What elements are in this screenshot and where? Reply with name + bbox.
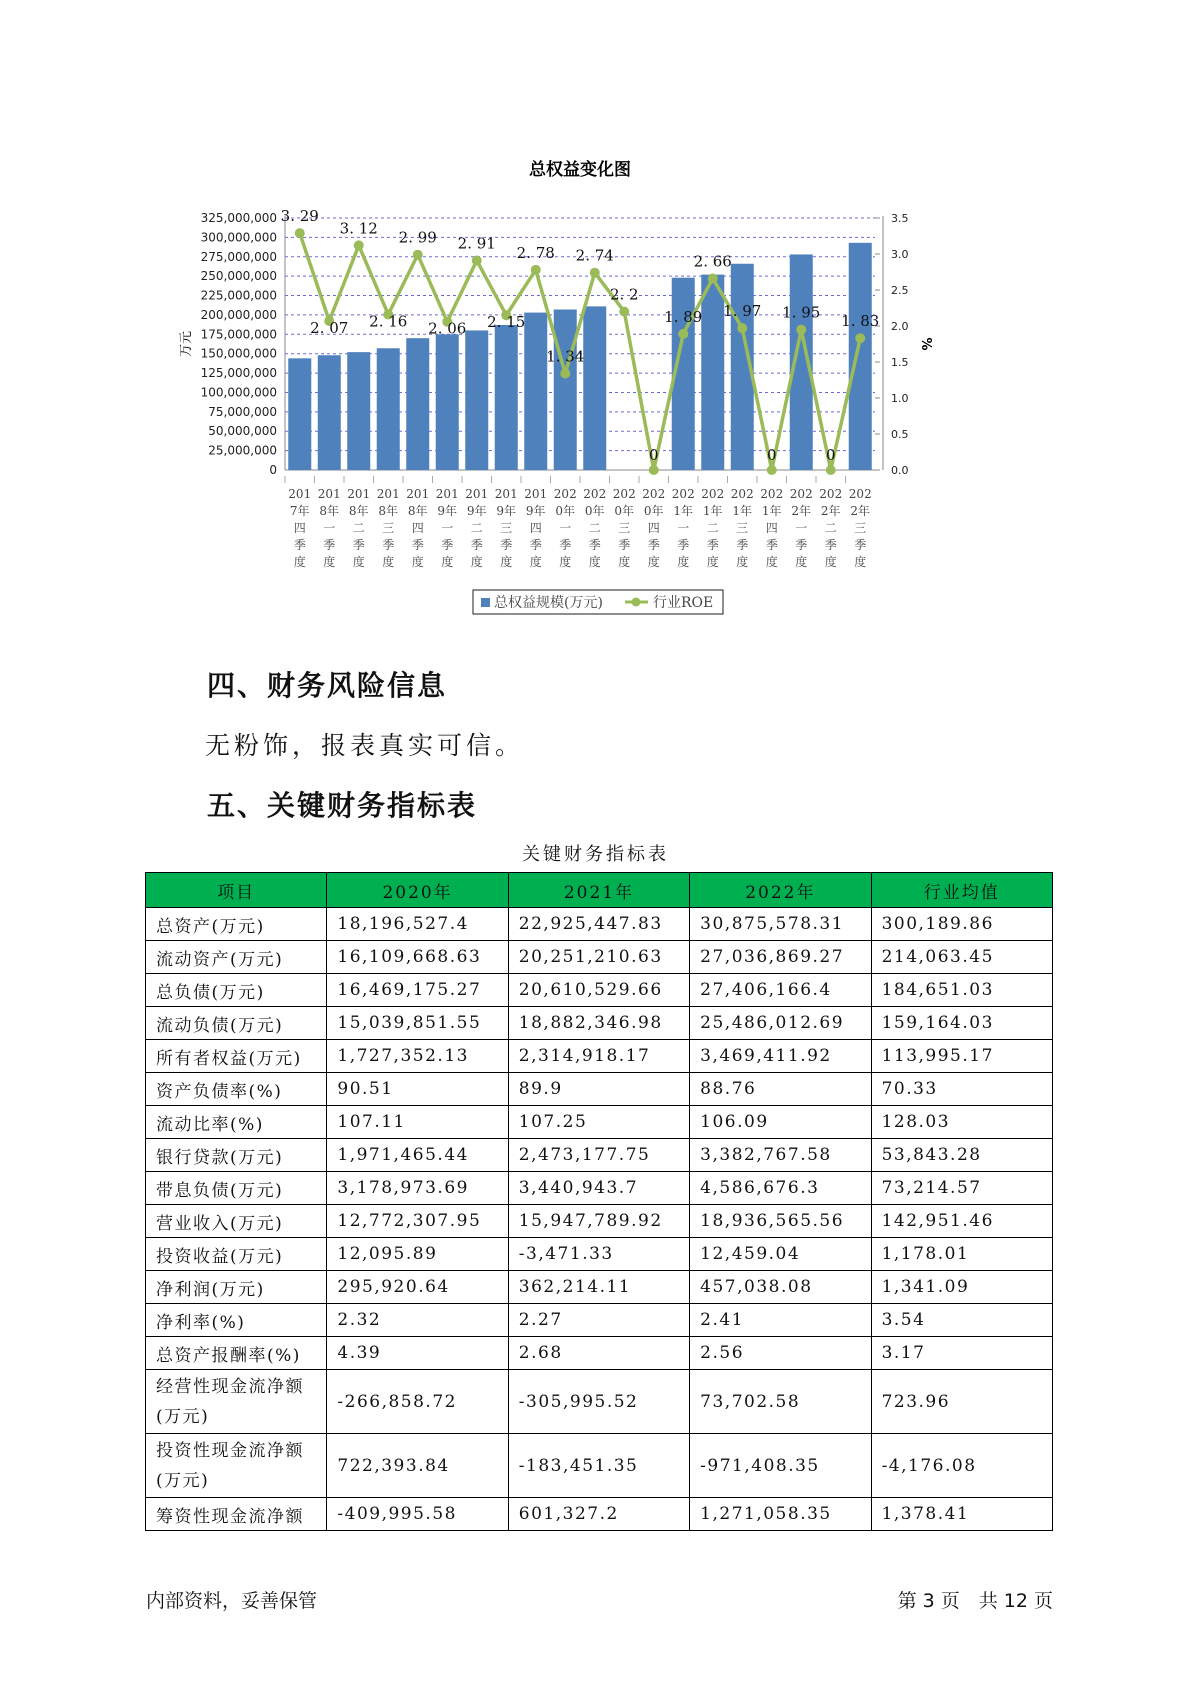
table-cell: -183,451.35: [508, 1434, 689, 1498]
x-tick-label: 1年: [732, 504, 753, 518]
bar: [436, 334, 459, 470]
roe-data-label: 1. 95: [782, 303, 821, 322]
y-right-tick-label: 0.0: [891, 464, 909, 477]
x-tick-label: 202: [760, 487, 784, 501]
x-tick-label: 季: [323, 538, 336, 552]
table-cell: 73,214.57: [871, 1172, 1052, 1205]
roe-data-label: 2. 78: [516, 243, 555, 262]
table-row: [146, 1434, 1053, 1498]
table-cell: 214,063.45: [871, 941, 1052, 974]
roe-point: [767, 465, 777, 475]
table-header-row: [146, 873, 1053, 908]
table-header-cell: 行业均值: [871, 873, 1052, 908]
x-tick-label: 202: [583, 487, 607, 501]
risk-text: 无粉饰，报表真实可信。: [205, 731, 525, 760]
x-tick-label: 季: [411, 538, 424, 552]
x-tick-label: 度: [854, 555, 867, 569]
x-tick-label: 1年: [702, 504, 723, 518]
x-tick-label: 8年: [407, 504, 428, 518]
row-label: 总资产(万元): [146, 908, 327, 941]
x-tick-label: 1年: [673, 504, 694, 518]
legend-bar-swatch: [481, 598, 490, 607]
roe-point: [708, 273, 718, 283]
x-tick-label: 季: [706, 538, 719, 552]
x-tick-label: 季: [647, 538, 660, 552]
table-cell: 18,196,527.4: [327, 908, 508, 941]
x-tick-label: 二: [588, 521, 601, 535]
chart-title: 总权益变化图: [529, 160, 631, 180]
x-tick-label: 1年: [761, 504, 782, 518]
y-left-tick-label: 125,000,000: [200, 366, 277, 381]
x-tick-label: 季: [500, 538, 513, 552]
y-right-tick-label: 1.0: [891, 392, 909, 405]
x-tick-label: 202: [642, 487, 666, 501]
x-tick-label: 201: [347, 487, 371, 501]
table-cell: -971,408.35: [690, 1434, 871, 1498]
y-left-tick-label: 150,000,000: [200, 346, 277, 361]
x-tick-label: 季: [765, 538, 778, 552]
x-tick-label: 8年: [378, 504, 399, 518]
bar: [554, 309, 577, 470]
bar: [849, 243, 872, 470]
x-tick-label: 度: [706, 555, 719, 569]
table-row: [146, 941, 1053, 974]
table-cell: 2.27: [508, 1304, 689, 1337]
x-tick-label: 三: [618, 521, 631, 535]
table-cell: 3,440,943.7: [508, 1172, 689, 1205]
risk-heading: 四、财务风险信息: [207, 669, 448, 702]
table-cell: 457,038.08: [690, 1271, 871, 1304]
row-label: 流动负债(万元): [146, 1007, 327, 1040]
table-cell: 53,843.28: [871, 1139, 1052, 1172]
x-tick-label: 度: [293, 555, 306, 569]
table-cell: 16,469,175.27: [327, 974, 508, 1007]
table-cell: 16,109,668.63: [327, 941, 508, 974]
x-tick-label: 7年: [289, 504, 310, 518]
x-tick-label: 201: [376, 487, 400, 501]
x-tick-label: 二: [824, 521, 837, 535]
x-tick-label: 8年: [348, 504, 369, 518]
table-cell: 1,341.09: [871, 1271, 1052, 1304]
row-label: 投资性现金流净额(万元): [146, 1434, 327, 1498]
x-tick-label: 9年: [437, 504, 458, 518]
roe-point: [413, 250, 423, 260]
table-cell: 18,936,565.56: [690, 1205, 871, 1238]
x-tick-label: 201: [524, 487, 548, 501]
x-tick-label: 0年: [614, 504, 635, 518]
table-cell: 159,164.03: [871, 1007, 1052, 1040]
row-label: 总资产报酬率(%): [146, 1337, 327, 1370]
x-tick-label: 三: [736, 521, 749, 535]
table-cell: -409,995.58: [327, 1498, 508, 1531]
y-right-tick-label: 2.5: [891, 284, 909, 297]
x-tick-label: 四: [411, 521, 424, 535]
x-tick-label: 度: [441, 555, 454, 569]
kpi-table: [145, 872, 1053, 1531]
table-cell: 90.51: [327, 1073, 508, 1106]
table-cell: 106.09: [690, 1106, 871, 1139]
roe-data-label: 2. 06: [428, 319, 467, 338]
roe-point: [590, 268, 600, 278]
x-tick-label: 一: [441, 521, 454, 535]
y-right-tick-label: 3.5: [891, 212, 909, 225]
x-tick-label: 201: [288, 487, 312, 501]
x-tick-label: 8年: [319, 504, 340, 518]
equity-chart-svg: [160, 150, 1060, 630]
roe-point: [796, 325, 806, 335]
table-cell: 3.54: [871, 1304, 1052, 1337]
y-left-axis-label: 万元: [179, 330, 194, 358]
row-label: 投资收益(万元): [146, 1238, 327, 1271]
y-right-tick-label: 2.0: [891, 320, 909, 333]
roe-data-label: 2. 91: [457, 234, 496, 253]
x-tick-label: 四: [765, 521, 778, 535]
table-cell: -3,471.33: [508, 1238, 689, 1271]
x-tick-label: 三: [500, 521, 513, 535]
roe-point: [737, 323, 747, 333]
table-cell: 1,971,465.44: [327, 1139, 508, 1172]
x-tick-label: 度: [500, 555, 513, 569]
roe-point: [678, 329, 688, 339]
x-tick-label: 202: [553, 487, 577, 501]
x-tick-label: 0年: [555, 504, 576, 518]
bar: [465, 330, 488, 470]
table-cell: 113,995.17: [871, 1040, 1052, 1073]
table-cell: 88.76: [690, 1073, 871, 1106]
y-left-tick-label: 50,000,000: [208, 424, 277, 439]
table-cell: -266,858.72: [327, 1370, 508, 1434]
row-label: 流动比率(%): [146, 1106, 327, 1139]
table-row: [146, 1073, 1053, 1106]
roe-data-label: 2. 15: [487, 313, 526, 332]
x-tick-label: 9年: [466, 504, 487, 518]
x-tick-label: 三: [382, 521, 395, 535]
row-label: 筹资性现金流净额: [146, 1498, 327, 1531]
table-row: [146, 1172, 1053, 1205]
x-tick-label: 二: [352, 521, 365, 535]
x-tick-label: 202: [730, 487, 754, 501]
table-cell: 1,378.41: [871, 1498, 1052, 1531]
x-tick-label: 201: [494, 487, 518, 501]
x-tick-label: 度: [411, 555, 424, 569]
table-cell: 300,189.86: [871, 908, 1052, 941]
x-tick-label: 季: [441, 538, 454, 552]
y-left-tick-label: 325,000,000: [200, 211, 277, 225]
row-label: 净利率(%): [146, 1304, 327, 1337]
x-tick-label: 季: [382, 538, 395, 552]
x-tick-label: 9年: [496, 504, 517, 518]
table-row: [146, 1205, 1053, 1238]
table-row: [146, 1304, 1053, 1337]
table-cell: 25,486,012.69: [690, 1007, 871, 1040]
x-tick-label: 度: [529, 555, 542, 569]
table-cell: 30,875,578.31: [690, 908, 871, 941]
x-tick-label: 二: [706, 521, 719, 535]
roe-point: [855, 333, 865, 343]
roe-data-label: 3. 12: [339, 219, 378, 238]
table-cell: 1,178.01: [871, 1238, 1052, 1271]
x-tick-label: 度: [795, 555, 808, 569]
table-row: [146, 1040, 1053, 1073]
x-tick-label: 度: [352, 555, 365, 569]
bar: [347, 352, 370, 470]
x-tick-label: 季: [854, 538, 867, 552]
y-left-tick-label: 175,000,000: [200, 327, 277, 342]
table-row: [146, 1370, 1053, 1434]
roe-data-label: 0: [648, 446, 659, 464]
table-row: [146, 1238, 1053, 1271]
bar: [583, 306, 606, 470]
x-tick-label: 2年: [850, 504, 871, 518]
table-cell: 3,382,767.58: [690, 1139, 871, 1172]
x-tick-label: 度: [765, 555, 778, 569]
y-left-tick-label: 0: [269, 463, 277, 477]
page-number: 第 3 页 共 12 页: [897, 1590, 1053, 1612]
legend-bar-label: 总权益规模(万元): [494, 595, 603, 611]
table-cell: 12,095.89: [327, 1238, 508, 1271]
table-cell: 18,882,346.98: [508, 1007, 689, 1040]
x-tick-label: 四: [529, 521, 542, 535]
y-left-tick-label: 75,000,000: [208, 404, 277, 419]
bar: [288, 358, 311, 470]
table-cell: 20,610,529.66: [508, 974, 689, 1007]
roe-data-label: 1. 97: [723, 302, 762, 321]
x-tick-label: 202: [671, 487, 695, 501]
table-cell: 1,271,058.35: [690, 1498, 871, 1531]
bar: [406, 338, 429, 470]
table-cell: 15,039,851.55: [327, 1007, 508, 1040]
table-cell: 3,178,973.69: [327, 1172, 508, 1205]
table-cell: 2.32: [327, 1304, 508, 1337]
table-cell: 2.56: [690, 1337, 871, 1370]
x-tick-label: 度: [618, 555, 631, 569]
x-tick-label: 201: [317, 487, 341, 501]
table-cell: 295,920.64: [327, 1271, 508, 1304]
roe-point: [295, 228, 305, 238]
table-cell: -305,995.52: [508, 1370, 689, 1434]
x-tick-label: 一: [677, 521, 690, 535]
x-tick-label: 201: [435, 487, 459, 501]
table-row: [146, 1337, 1053, 1370]
table-caption: 关键财务指标表: [522, 844, 669, 865]
roe-data-label: 2. 2: [609, 285, 639, 304]
table-cell: 4.39: [327, 1337, 508, 1370]
x-tick-label: 9年: [525, 504, 546, 518]
table-cell: 73,702.58: [690, 1370, 871, 1434]
x-tick-label: 季: [677, 538, 690, 552]
legend-line-label: 行业ROE: [653, 595, 714, 611]
table-cell: 184,651.03: [871, 974, 1052, 1007]
x-tick-label: 度: [559, 555, 572, 569]
x-tick-label: 度: [736, 555, 749, 569]
row-label: 经营性现金流净额(万元): [146, 1370, 327, 1434]
y-right-tick-label: 3.0: [891, 248, 909, 261]
x-tick-label: 季: [559, 538, 572, 552]
x-tick-label: 度: [382, 555, 395, 569]
x-tick-label: 202: [848, 487, 872, 501]
roe-data-label: 1. 34: [546, 347, 585, 366]
roe-point: [560, 369, 570, 379]
x-tick-label: 季: [293, 538, 306, 552]
x-tick-label: 一: [559, 521, 572, 535]
table-cell: 20,251,210.63: [508, 941, 689, 974]
table-row: [146, 1106, 1053, 1139]
table-cell: 70.33: [871, 1073, 1052, 1106]
table-cell: 723.96: [871, 1370, 1052, 1434]
row-label: 资产负债率(%): [146, 1073, 327, 1106]
x-tick-label: 度: [677, 555, 690, 569]
bar: [495, 325, 518, 470]
table-row: [146, 1007, 1053, 1040]
table-cell: 27,036,869.27: [690, 941, 871, 974]
table-cell: 4,586,676.3: [690, 1172, 871, 1205]
table-row: [146, 1139, 1053, 1172]
x-tick-label: 2年: [820, 504, 841, 518]
bar: [524, 313, 547, 470]
x-tick-label: 0年: [643, 504, 664, 518]
roe-data-label: 0: [766, 446, 777, 464]
x-tick-label: 季: [470, 538, 483, 552]
x-tick-label: 度: [470, 555, 483, 569]
table-header-cell: 2021年: [508, 873, 689, 908]
table-cell: 27,406,166.4: [690, 974, 871, 1007]
table-cell: 2.41: [690, 1304, 871, 1337]
roe-data-label: 2. 99: [398, 228, 437, 247]
y-right-tick-label: 1.5: [891, 356, 909, 369]
table-header-cell: 2022年: [690, 873, 871, 908]
row-label: 所有者权益(万元): [146, 1040, 327, 1073]
table-cell: 12,459.04: [690, 1238, 871, 1271]
bar: [318, 355, 341, 470]
row-label: 带息负债(万元): [146, 1172, 327, 1205]
x-tick-label: 0年: [584, 504, 605, 518]
row-label: 总负债(万元): [146, 974, 327, 1007]
x-tick-label: 一: [323, 521, 336, 535]
x-tick-label: 度: [824, 555, 837, 569]
kpi-heading: 五、关键财务指标表: [207, 789, 478, 822]
table-row: [146, 1271, 1053, 1304]
bar: [701, 275, 724, 470]
x-tick-label: 201: [465, 487, 489, 501]
table-cell: 89.9: [508, 1073, 689, 1106]
roe-data-label: 3. 29: [280, 207, 319, 226]
y-left-tick-label: 225,000,000: [200, 288, 277, 303]
roe-data-label: 2. 66: [693, 252, 732, 271]
table-cell: 128.03: [871, 1106, 1052, 1139]
roe-data-label: 1. 89: [664, 307, 703, 326]
table-cell: 12,772,307.95: [327, 1205, 508, 1238]
row-label: 净利润(万元): [146, 1271, 327, 1304]
roe-point: [354, 240, 364, 250]
x-tick-label: 季: [736, 538, 749, 552]
table-cell: 3,469,411.92: [690, 1040, 871, 1073]
x-tick-label: 度: [588, 555, 601, 569]
x-tick-label: 季: [618, 538, 631, 552]
table-cell: -4,176.08: [871, 1434, 1052, 1498]
y-left-tick-label: 300,000,000: [200, 230, 277, 245]
roe-data-label: 0: [825, 446, 836, 464]
x-tick-label: 202: [819, 487, 843, 501]
roe-point: [619, 307, 629, 317]
table-cell: 601,327.2: [508, 1498, 689, 1531]
x-tick-label: 一: [795, 521, 808, 535]
table-cell: 2,473,177.75: [508, 1139, 689, 1172]
table-row: [146, 974, 1053, 1007]
table-cell: 107.25: [508, 1106, 689, 1139]
y-left-tick-label: 25,000,000: [208, 443, 277, 458]
roe-data-label: 2. 74: [575, 246, 614, 265]
table-cell: 2,314,918.17: [508, 1040, 689, 1073]
x-tick-label: 201: [406, 487, 430, 501]
table-cell: 362,214.11: [508, 1271, 689, 1304]
y-right-axis-label: %: [918, 337, 933, 351]
footer-note: 内部资料，妥善保管: [146, 1590, 318, 1612]
table-cell: 107.11: [327, 1106, 508, 1139]
x-tick-label: 202: [789, 487, 813, 501]
x-tick-label: 202: [612, 487, 636, 501]
x-tick-label: 季: [824, 538, 837, 552]
table-cell: 3.17: [871, 1337, 1052, 1370]
x-tick-label: 2年: [791, 504, 812, 518]
y-right-tick-label: 0.5: [891, 428, 909, 441]
table-header-cell: 2020年: [327, 873, 508, 908]
row-label: 银行贷款(万元): [146, 1139, 327, 1172]
table-cell: 1,727,352.13: [327, 1040, 508, 1073]
table-cell: 22,925,447.83: [508, 908, 689, 941]
table-header-cell: 项目: [146, 873, 327, 908]
legend-line-marker: [632, 598, 641, 607]
roe-data-label: 1. 83: [841, 312, 880, 331]
roe-point: [472, 255, 482, 265]
x-tick-label: 三: [854, 521, 867, 535]
row-label: 流动资产(万元): [146, 941, 327, 974]
table-row: [146, 1498, 1053, 1531]
x-tick-label: 度: [323, 555, 336, 569]
table-cell: 15,947,789.92: [508, 1205, 689, 1238]
y-left-tick-label: 275,000,000: [200, 249, 277, 264]
table-cell: 722,393.84: [327, 1434, 508, 1498]
x-tick-label: 季: [795, 538, 808, 552]
equity-chart: [160, 150, 1060, 630]
row-label: 营业收入(万元): [146, 1205, 327, 1238]
roe-point: [826, 465, 836, 475]
bar: [377, 348, 400, 470]
x-tick-label: 度: [647, 555, 660, 569]
y-left-tick-label: 100,000,000: [200, 385, 277, 400]
roe-point: [649, 465, 659, 475]
x-tick-label: 季: [352, 538, 365, 552]
table-cell: 2.68: [508, 1337, 689, 1370]
x-tick-label: 四: [647, 521, 660, 535]
y-left-tick-label: 250,000,000: [200, 269, 277, 284]
roe-point: [531, 265, 541, 275]
roe-data-label: 2. 16: [369, 312, 408, 331]
x-tick-label: 202: [701, 487, 725, 501]
x-tick-label: 季: [529, 538, 542, 552]
table-cell: 142,951.46: [871, 1205, 1052, 1238]
y-left-tick-label: 200,000,000: [200, 307, 277, 322]
x-tick-label: 四: [293, 521, 306, 535]
roe-data-label: 2. 07: [310, 318, 349, 337]
x-tick-label: 二: [470, 521, 483, 535]
x-tick-label: 季: [588, 538, 601, 552]
table-row: [146, 908, 1053, 941]
